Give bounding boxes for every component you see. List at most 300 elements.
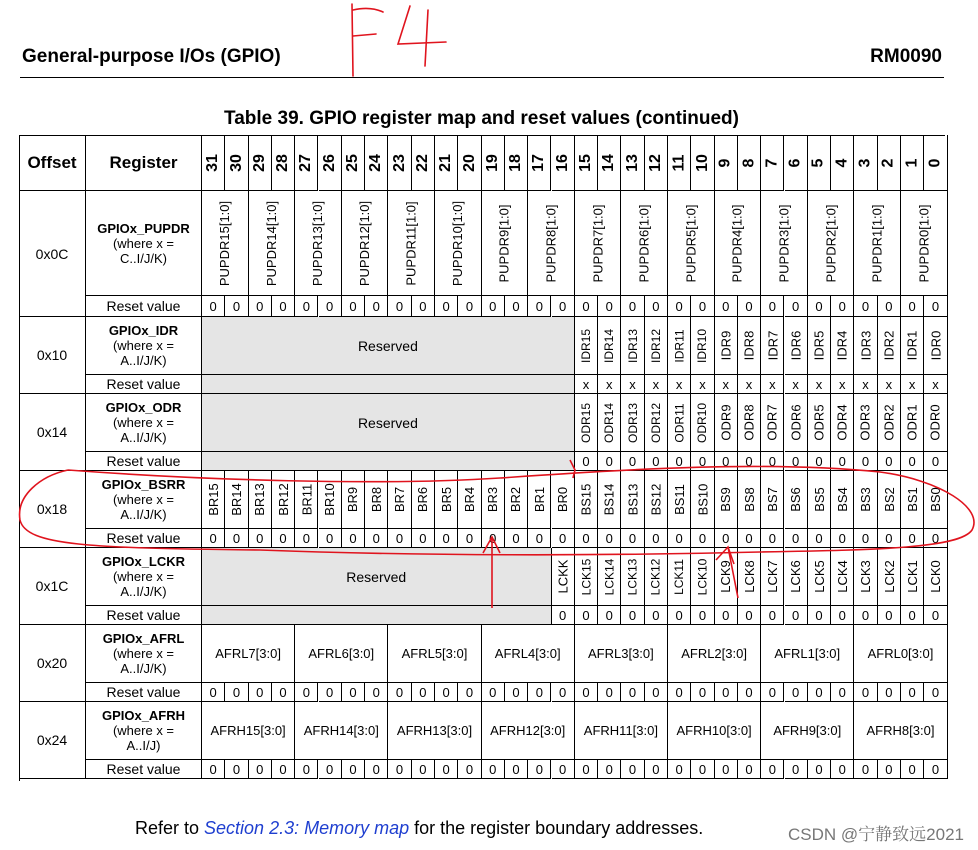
reset-bit-value	[854, 683, 877, 702]
register-name: GPIOx_AFRH	[101, 708, 186, 723]
reset-bit-value	[924, 296, 947, 317]
reserved-reset-area	[202, 606, 552, 625]
reset-bit-text: 0	[256, 298, 264, 314]
reset-bit-text: 0	[861, 761, 870, 777]
bit-field-label: BR7	[392, 486, 408, 513]
bit-field-label: AFRL5[3:0]	[401, 646, 468, 661]
reset-bit-text: 0	[559, 298, 567, 314]
bit-field-label: BS14	[601, 483, 617, 516]
reset-bit-value	[645, 375, 668, 394]
bit-field-label: IDR3	[858, 330, 874, 361]
bit-number	[691, 135, 714, 191]
bit-field	[575, 702, 668, 760]
bit-field-label: AFRH12[3:0]	[490, 723, 566, 738]
bit-field	[598, 548, 621, 606]
reset-bit-value	[878, 529, 901, 548]
reset-bit-text: 0	[768, 607, 776, 623]
reset-bit-text: 0	[628, 607, 637, 623]
bit-field-label: IDR4	[834, 330, 850, 361]
reset-value-label	[86, 529, 202, 548]
reset-bit-value	[761, 760, 784, 779]
reset-bit-value	[761, 683, 784, 702]
bit-field-label: IDR15	[578, 328, 593, 363]
reset-bit-text: 0	[395, 684, 404, 700]
reset-bit-value	[621, 452, 644, 471]
reset-bit-value	[598, 529, 621, 548]
bit-number-label: 6	[786, 158, 804, 167]
reset-bit-text: 0	[605, 761, 613, 777]
reset-bit-value	[854, 452, 877, 471]
reset-bit-text: 0	[698, 453, 707, 469]
reset-bit-value	[528, 683, 551, 702]
reset-bit-text: 0	[745, 453, 753, 469]
bit-number	[901, 135, 924, 191]
reset-bit-text: 0	[302, 761, 310, 777]
reset-bit-value	[482, 683, 505, 702]
reset-bit-text: 0	[652, 761, 660, 777]
reset-bit-text: 0	[582, 453, 590, 469]
reset-bit-value	[505, 683, 528, 702]
reset-bit-text: 0	[256, 530, 264, 546]
reset-bit-value	[901, 375, 924, 394]
reset-bit-text: 0	[489, 684, 497, 700]
reset-bit-value	[412, 760, 435, 779]
bit-number-label: 7	[763, 158, 781, 167]
bit-field	[645, 394, 668, 452]
reset-bit-value	[924, 760, 947, 779]
reset-bit-value	[575, 529, 598, 548]
bit-field	[621, 471, 644, 529]
reset-bit-text: 0	[535, 684, 543, 700]
bit-field	[738, 317, 761, 375]
register-name: GPIOx_AFRL	[102, 631, 185, 646]
bit-number-label: 2	[879, 158, 897, 167]
bit-field	[202, 471, 225, 529]
bit-number-label: 23	[390, 153, 408, 172]
reset-bit-value	[482, 529, 505, 548]
reset-bit-text: 0	[279, 298, 287, 314]
bit-field	[831, 471, 854, 529]
reset-bit-value	[691, 760, 714, 779]
bit-field	[785, 394, 808, 452]
bit-field	[295, 191, 342, 296]
bit-field	[598, 394, 621, 452]
bit-field-label: AFRH10[3:0]	[676, 723, 752, 738]
bit-field-label: PUPDR14[1:0]	[263, 200, 279, 286]
bit-field	[854, 317, 877, 375]
bit-field-label: IDR7	[764, 330, 780, 361]
reset-bit-value	[552, 760, 575, 779]
memory-map-link[interactable]: Section 2.3: Memory map	[204, 818, 410, 838]
bit-field-label: LCK8	[741, 560, 757, 593]
reset-bit-value	[552, 606, 575, 625]
reset-label-text: Reset value	[106, 453, 181, 469]
reset-bit-value	[388, 683, 411, 702]
reset-bit-value	[225, 683, 248, 702]
bit-field-label: ODR11	[672, 402, 687, 443]
bit-field	[878, 317, 901, 375]
reset-bit-text: 0	[419, 684, 427, 700]
bit-field	[738, 394, 761, 452]
reset-bit-value	[738, 683, 761, 702]
reset-bit-text: 0	[605, 530, 613, 546]
reset-value-label	[86, 606, 202, 625]
reset-bit-value	[412, 683, 435, 702]
reset-bit-value	[808, 760, 831, 779]
reset-bit-text: 0	[722, 607, 730, 623]
bit-field	[901, 548, 924, 606]
bit-number	[785, 135, 808, 191]
reset-bit-text: 0	[861, 530, 870, 546]
reset-bit-value	[645, 760, 668, 779]
bit-field	[924, 471, 947, 529]
page-header-doc-id: RM0090	[870, 46, 942, 67]
bit-field	[761, 317, 784, 375]
reserved-field	[202, 317, 575, 375]
reset-bit-value	[575, 606, 598, 625]
bit-field	[645, 317, 668, 375]
bit-field	[505, 471, 528, 529]
bit-field	[365, 471, 388, 529]
reset-bit-value	[482, 296, 505, 317]
reset-bit-text: 0	[628, 761, 637, 777]
reset-bit-text: 0	[722, 684, 730, 700]
reset-bit-text: 0	[302, 530, 310, 546]
footer-note	[135, 818, 703, 839]
bit-field-label: PUPDR15[1:0]	[217, 200, 233, 286]
reset-bit-value	[761, 529, 784, 548]
bit-field	[295, 625, 388, 683]
bit-field-label: BR11	[298, 483, 314, 516]
reset-bit-value	[621, 529, 644, 548]
reset-bit-value	[621, 683, 644, 702]
reset-bit-text: 0	[792, 453, 800, 469]
offset-value: 0x24	[36, 732, 68, 748]
bit-number	[761, 135, 784, 191]
reset-bit-text: 0	[256, 761, 264, 777]
bit-number-label: 30	[227, 153, 245, 172]
reset-bit-text: 0	[675, 453, 683, 469]
reset-bit-text: 0	[512, 530, 520, 546]
reserved-reset-area	[202, 452, 575, 471]
bit-field	[249, 191, 296, 296]
reset-bit-value	[831, 760, 854, 779]
bit-field	[575, 191, 622, 296]
reset-bit-value	[785, 606, 808, 625]
reset-value-label	[86, 452, 202, 471]
bit-field	[854, 702, 947, 760]
register-where: A..I/J/K)	[120, 353, 167, 368]
reset-bit-value	[831, 606, 854, 625]
register-where: (where x =	[112, 338, 175, 353]
bit-field	[342, 471, 365, 529]
reset-bit-text: 0	[908, 761, 916, 777]
reset-value-label	[86, 683, 202, 702]
bit-number-label: 24	[367, 153, 385, 172]
reset-bit-value	[761, 296, 784, 317]
reset-bit-text: 0	[559, 761, 567, 777]
bit-number	[412, 135, 435, 191]
bit-field	[785, 548, 808, 606]
reset-bit-value	[435, 760, 458, 779]
reset-bit-text: 0	[559, 684, 567, 700]
reset-bit-value	[575, 375, 598, 394]
bit-field	[272, 471, 295, 529]
reset-bit-value	[808, 452, 831, 471]
reset-bit-text: 0	[745, 607, 753, 623]
reset-bit-value	[924, 606, 947, 625]
reset-bit-text: 0	[326, 684, 334, 700]
bit-number	[249, 135, 272, 191]
register-where: A..I/J/K)	[120, 661, 167, 676]
bit-number-label: 18	[507, 153, 525, 172]
reset-bit-text: 0	[628, 453, 637, 469]
bit-field-label: LCK10	[695, 558, 710, 595]
reset-bit-text: x	[885, 376, 893, 392]
reset-bit-text: 0	[372, 761, 380, 777]
reset-bit-value	[319, 529, 342, 548]
reset-bit-value	[668, 452, 691, 471]
reset-bit-text: 0	[768, 453, 776, 469]
bit-field-label: BS13	[625, 483, 641, 516]
bit-field-label: BR15	[205, 483, 221, 516]
bit-field-label: BS15	[578, 483, 594, 516]
reset-bit-text: 0	[838, 607, 846, 623]
bit-field-label: ODR1	[904, 404, 920, 441]
bit-number	[575, 135, 598, 191]
reset-bit-text: 0	[861, 298, 870, 314]
reset-bit-text: x	[652, 376, 660, 392]
reset-bit-text: 0	[628, 530, 637, 546]
bit-field	[435, 471, 458, 529]
reset-bit-text: 0	[908, 453, 916, 469]
bit-number-label: 12	[646, 153, 664, 172]
reset-bit-value	[668, 760, 691, 779]
offset-value: 0x1C	[35, 578, 69, 594]
reset-bit-text: 0	[209, 684, 217, 700]
bit-number	[715, 135, 738, 191]
reset-bit-text: 0	[559, 607, 567, 623]
reset-bit-value	[738, 606, 761, 625]
reset-bit-value	[645, 606, 668, 625]
bit-field-label: PUPDR4[1:0]	[729, 203, 745, 283]
reset-bit-text: 0	[722, 453, 730, 469]
reset-bit-text: 0	[931, 761, 940, 777]
reset-bit-value	[598, 606, 621, 625]
bit-number	[365, 135, 388, 191]
reset-bit-text: 0	[931, 453, 940, 469]
bit-field-label: PUPDR3[1:0]	[776, 203, 792, 283]
bit-field	[901, 394, 924, 452]
register-name: GPIOx_LCKR	[101, 554, 186, 569]
reset-bit-value	[552, 529, 575, 548]
reset-bit-value	[225, 760, 248, 779]
footer-suffix: for the register boundary addresses.	[409, 818, 704, 838]
reset-bit-text: 0	[209, 761, 217, 777]
bit-field-label: IDR12	[648, 328, 663, 363]
reset-bit-value	[319, 760, 342, 779]
bit-field	[901, 471, 924, 529]
bit-number	[528, 135, 551, 191]
bit-field	[202, 625, 295, 683]
reset-bit-text: 0	[652, 607, 660, 623]
reserved-field-label: Reserved	[357, 414, 418, 431]
reset-bit-value	[249, 296, 272, 317]
reset-bit-value	[249, 529, 272, 548]
reset-bit-value	[878, 375, 901, 394]
bit-field-label: BR13	[252, 483, 268, 516]
register-where: (where x =	[112, 646, 175, 661]
reset-bit-value	[901, 683, 924, 702]
bit-number	[924, 135, 947, 191]
register-where: (where x =	[112, 415, 175, 430]
bit-field-label: ODR2	[881, 404, 897, 441]
reset-bit-value	[575, 760, 598, 779]
reset-bit-value	[482, 760, 505, 779]
bit-number-label: 29	[250, 153, 268, 172]
reset-bit-value	[668, 296, 691, 317]
reset-bit-value	[342, 683, 365, 702]
reset-bit-value	[202, 683, 225, 702]
bit-field	[575, 548, 598, 606]
offset-cell	[19, 548, 86, 625]
reset-bit-text: 0	[582, 530, 590, 546]
reset-bit-text: 0	[838, 453, 846, 469]
reset-bit-text: 0	[395, 530, 404, 546]
bit-number	[458, 135, 481, 191]
reset-bit-text: 0	[838, 298, 846, 314]
bit-field-label: LCK13	[625, 558, 640, 595]
bit-field-label: BS6	[788, 487, 804, 512]
reset-label-text: Reset value	[106, 530, 181, 546]
reset-bit-text: 0	[512, 298, 520, 314]
bit-field-label: LCK2	[881, 560, 897, 593]
reset-bit-value	[621, 760, 644, 779]
reset-bit-text: 0	[722, 530, 730, 546]
bit-number	[319, 135, 342, 191]
register-map-table	[19, 135, 945, 781]
reset-bit-value	[458, 683, 481, 702]
bit-field-label: PUPDR2[1:0]	[823, 203, 839, 283]
reset-bit-value	[388, 296, 411, 317]
register-name-cell	[86, 471, 202, 529]
offset-cell	[19, 317, 86, 394]
reset-bit-text: 0	[465, 761, 474, 777]
bit-field	[854, 394, 877, 452]
reset-bit-text: 0	[815, 607, 823, 623]
reset-bit-value	[365, 529, 388, 548]
reset-label-text: Reset value	[106, 684, 181, 700]
reset-bit-text: 0	[652, 453, 660, 469]
bit-field	[831, 394, 854, 452]
reset-bit-value	[691, 296, 714, 317]
reset-bit-text: 0	[605, 684, 613, 700]
bit-field-label: AFRH14[3:0]	[303, 723, 379, 738]
bit-field	[435, 191, 482, 296]
bit-field	[808, 394, 831, 452]
reset-bit-text: 0	[861, 607, 870, 623]
reset-bit-value	[365, 296, 388, 317]
reset-bit-value	[598, 760, 621, 779]
bit-field-label: BR0	[555, 486, 571, 513]
reset-value-label	[86, 296, 202, 317]
bit-field	[924, 317, 947, 375]
bit-field	[901, 317, 924, 375]
register-name: GPIOx_BSRR	[101, 477, 186, 492]
bit-field	[761, 191, 808, 296]
bit-number-label: 17	[530, 153, 548, 172]
reset-bit-value	[924, 529, 947, 548]
reset-bit-value	[621, 606, 644, 625]
bit-field-label: IDR5	[811, 330, 827, 361]
bit-number	[342, 135, 365, 191]
reset-bit-value	[854, 296, 877, 317]
bit-field	[878, 394, 901, 452]
reset-bit-value	[854, 529, 877, 548]
reset-bit-text: x	[675, 376, 683, 392]
bit-field-label: ODR6	[788, 404, 804, 441]
reset-bit-text: 0	[605, 453, 613, 469]
header-offset-label: Offset	[27, 152, 77, 172]
reset-bit-text: 0	[442, 761, 450, 777]
reset-bit-text: 0	[698, 530, 707, 546]
bit-number-label: 25	[343, 153, 361, 172]
bit-field	[249, 471, 272, 529]
bit-field	[854, 471, 877, 529]
bit-field-label: IDR14	[602, 328, 617, 363]
reserved-field	[202, 394, 575, 452]
offset-cell	[19, 394, 86, 471]
bit-number	[598, 135, 621, 191]
bit-field	[738, 548, 761, 606]
reset-bit-value	[878, 760, 901, 779]
register-where: C..I/J/K)	[120, 250, 167, 266]
bit-number-label: 20	[460, 153, 478, 172]
reset-bit-value	[854, 375, 877, 394]
bit-field-label: PUPDR13[1:0]	[310, 200, 326, 286]
bit-field	[808, 471, 831, 529]
reset-label-text: Reset value	[106, 761, 181, 777]
header-register	[86, 135, 202, 191]
bit-field	[621, 191, 668, 296]
reset-bit-text: 0	[326, 298, 334, 314]
bit-field-label: BR3	[485, 486, 501, 513]
reset-bit-text: 0	[745, 298, 753, 314]
reserved-field-label: Reserved	[357, 337, 418, 354]
bit-field-label: PUPDR5[1:0]	[683, 203, 699, 283]
register-where: (where x =	[112, 492, 175, 507]
bit-field	[738, 471, 761, 529]
bit-field-label: ODR0	[927, 404, 943, 441]
reset-bit-text: 0	[745, 684, 753, 700]
bit-field-label: BS8	[741, 487, 757, 512]
reset-bit-text: 0	[792, 761, 800, 777]
offset-value: 0x18	[36, 501, 68, 517]
reset-bit-value	[435, 296, 458, 317]
bit-field	[388, 191, 435, 296]
reset-bit-text: 0	[815, 453, 823, 469]
reset-bit-value	[761, 375, 784, 394]
reset-bit-value	[808, 529, 831, 548]
bit-number-label: 16	[553, 153, 571, 172]
bit-field-label: ODR10	[695, 402, 710, 443]
reset-bit-text: x	[582, 376, 590, 392]
reset-bit-value	[691, 452, 714, 471]
reset-bit-value	[365, 760, 388, 779]
bit-field-label: ODR13	[625, 402, 640, 443]
bit-field-label: PUPDR6[1:0]	[636, 203, 652, 283]
bit-number	[482, 135, 505, 191]
